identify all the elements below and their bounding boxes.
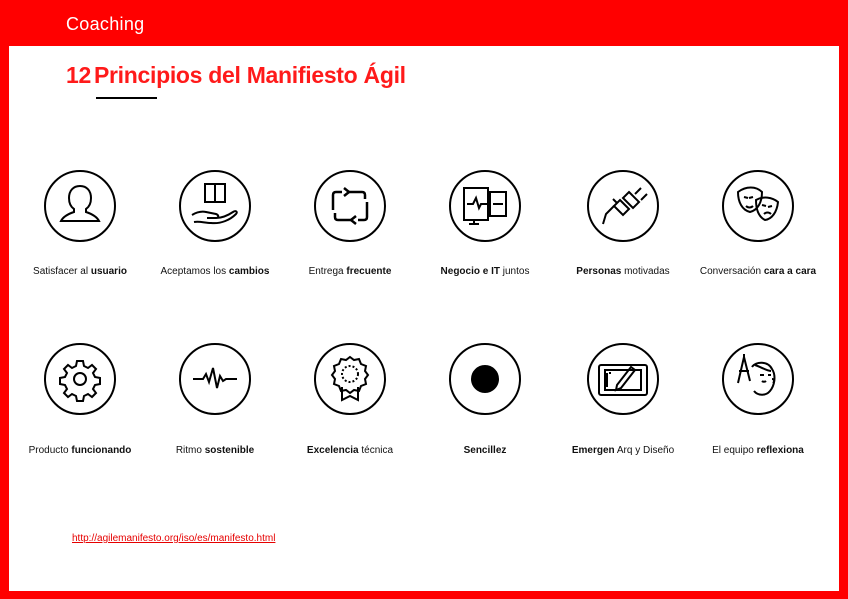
person-icon <box>44 170 116 242</box>
principle-caption-12: El equipo reflexiona <box>712 445 804 456</box>
masks-icon <box>722 170 794 242</box>
title-number: 12 <box>66 62 91 88</box>
header-title: Coaching <box>66 14 145 34</box>
principle-caption-9: Excelencia técnica <box>306 445 394 456</box>
page-title <box>66 62 406 89</box>
gear-icon <box>44 343 116 415</box>
principle-caption-6: Conversación cara a cara <box>699 266 817 277</box>
principle-caption-11: Emergen Arq y Diseño <box>571 445 675 456</box>
principle-caption-8: Ritmo sostenible <box>175 445 255 456</box>
head-compass-icon <box>722 343 794 415</box>
refresh-icon <box>314 170 386 242</box>
title-text: Principios del Manifiesto Ágil <box>93 62 406 88</box>
manifesto-link[interactable]: http://agilemanifesto.org/iso/es/manifesto.html <box>72 533 276 544</box>
monitor-icon <box>449 170 521 242</box>
book-hand-icon <box>179 170 251 242</box>
principle-caption-5: Personas motivadas <box>576 266 670 277</box>
principle-caption-7: Producto funcionando <box>28 445 132 456</box>
principle-caption-3: Entrega frecuente <box>308 266 392 277</box>
slide <box>9 46 839 591</box>
principle-caption-1: Satisfacer al usuario <box>33 266 127 277</box>
pulse-icon <box>179 343 251 415</box>
plug-icon <box>587 170 659 242</box>
title-underline <box>96 97 157 99</box>
tablet-pen-icon <box>587 343 659 415</box>
dot-icon <box>449 343 521 415</box>
principle-caption-10: Sencillez <box>463 445 507 456</box>
badge-icon <box>314 343 386 415</box>
principle-caption-4: Negocio e IT juntos <box>440 266 530 277</box>
principle-caption-2: Aceptamos los cambios <box>160 266 270 277</box>
